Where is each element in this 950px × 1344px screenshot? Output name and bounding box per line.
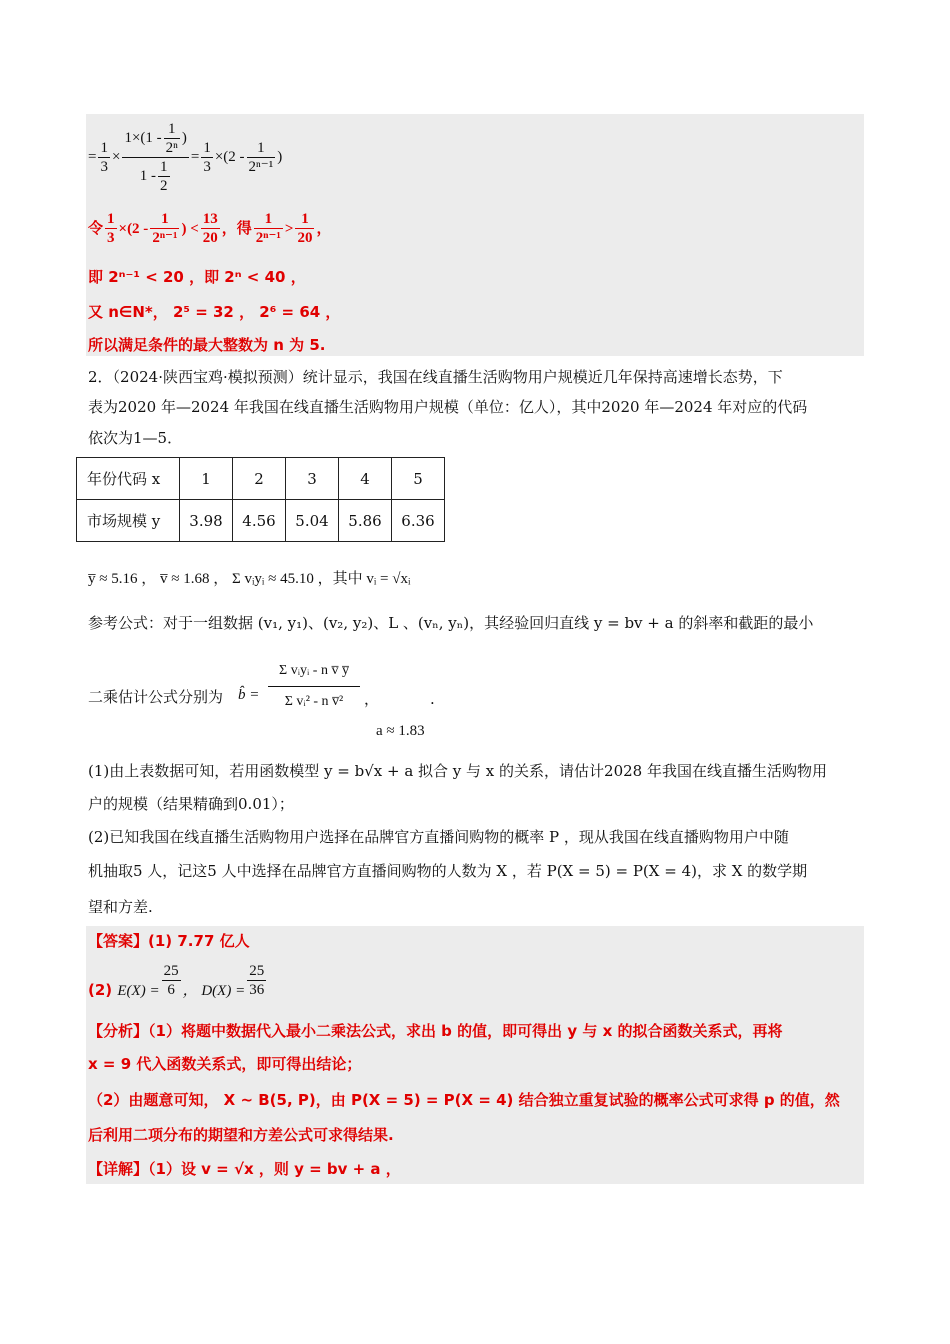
fraction-sum-geometric: 1×(1 - $\frac{1}{\text{2ⁿ}}$ ) 1 - $\frac{1}{2}$ xyxy=(124,121,187,194)
question-2-line-3: 望和方差. xyxy=(88,898,153,916)
analysis-line-4: 后利用二项分布的期望和方差公式可求得结果. xyxy=(88,1126,394,1144)
answer-part-2: (2) E(X) = $\frac{25}{6}$ ， D(X) = $\frac{25}{36}$ xyxy=(88,963,265,999)
problem-line-1: 2．（2024·陕西宝鸡·模拟预测）统计显示，我国在线直播生活购物用户规模近几年保持高速增长态势，下 xyxy=(88,368,783,386)
question-2-line-1: (2)已知我国在线直播生活购物用户选择在品牌官方直播间购物的概率 P ，现从我国在线直播购物用户中随 xyxy=(88,828,789,846)
analysis-line-3: （2）由题意可知， X ~ B(5, P)，由 P(X = 5) = P(X = 4) 结合独立重复试验的概率公式可求得 p 的值，然 xyxy=(88,1091,840,1109)
table-cell: 6.36 xyxy=(392,500,445,542)
problem-line-2: 表为2020 年—2024 年我国在线直播生活购物用户规模（单位：亿人），其中2020 年—2024 年对应的代码 xyxy=(88,398,808,416)
solution-step-4: 又 n∈N*， 2⁵ = 32 ， 2⁶ = 64 ， xyxy=(88,303,341,321)
table-header-market-size: 市场规模 y xyxy=(77,500,180,542)
table-row xyxy=(77,458,445,500)
table-cell: 5.86 xyxy=(339,500,392,542)
fraction-one-third-2: $\frac{1}{3}$ xyxy=(203,140,211,175)
fraction-power: $\frac{1}{\text{2ⁿ⁻¹}}$ xyxy=(248,140,274,175)
document-page: = $\frac{1}{3}$ × 1×(1 - $\frac{1}{\text{2ⁿ}}$ ) 1 - $\frac{1}{2}$ = $\frac{1}{3}$ ×(2 - $\frac{1}{\text{2ⁿ⁻¹}}$ ) 令 $\frac{1}{3}$ ×(2 - $\frac{1}{\text{2ⁿ⁻¹}}$ ) < $\frac{13}{20}$ ，得 $\frac{1}{\text{2ⁿ⁻¹}}$ > $\frac{1}{20}$ ， 即 2ⁿ⁻¹ < 20 ，即 2ⁿ < 40 ， 又 n∈N*， 2⁵ = 32 ， 2⁶ = 64 ， 所以满足条件的最大整数为 n 为 5. 2．（2024·陕西宝鸡·模拟预测）统计显示，我国在线直播生活购物用户规模近几年保持高速增长态势，下 表为2020 年—2024 年我国在线直播生活购物用户规模（单位：亿人），其中2020 年—2024 年对应的代码 依次为1—5． 年份代码 x 1 2 3 4 5 市场规模 y 3.98 4.56 5.04 5.86 6.36 y̅ ≈ 5.16 ， v̅ ≈ 1.68 ， Σ vᵢyᵢ ≈ 45.10 ，其中 vᵢ = √xᵢ 参考公式：对于一组数据 (v₁, y₁)、(v₂, y₂)、L 、(vₙ, yₙ)，其经验回归直线 y = bv + a 的斜率和截距的最小 二乘估计公式分别为 b̂ = Σ vᵢyᵢ - n v̅ y̅ Σ vᵢ² - n v̅² ， . a ≈ 1.83 (1)由上表数据可知，若用函数模型 y = b√x + a 拟合 y 与 x 的关系，请估计2028 年我国在线直播生活购物用 户的规模（结果精确到0.01）； (2)已知我国在线直播生活购物用户选择在品牌官方直播间购物的概率 P ，现从我国在线直播购物用户中随 机抽取5 人，记这5 人中选择在品牌官方直播间购物的人数为 X ，若 P(X = 5) = P(X = 4)，求 X 的数学期 望和方差. 【答案】(1) 7.77 亿人 (2) E(X) = $\frac{25}{6}$ ， D(X) = $\frac{25}{36}$ 【分析】（1）将题中数据代入最小二乘法公式，求出 b 的值，即可得出 y 与 x 的拟合函数关系式，再将 x = 9 代入函数关系式，即可得出结论； （2）由题意可知， X ~ B(5, P)，由 P(X = 5) = P(X = 4) 结合独立重复试验的概率公式可求得 p 的值，然 后利用二项分布的期望和方差公式可求得结果. 【详解】（1）设 v = √x ，则 y = bv + a ， xyxy=(0,0,950,1344)
solution-step-3: 即 2ⁿ⁻¹ < 20 ，即 2ⁿ < 40 ， xyxy=(88,268,306,286)
statistics-line: y̅ ≈ 5.16 ， v̅ ≈ 1.68 ， Σ vᵢyᵢ ≈ 45.10 ，其中 vᵢ = √xᵢ xyxy=(88,571,411,587)
solution-conclusion: 所以满足条件的最大整数为 n 为 5. xyxy=(88,336,326,354)
data-table xyxy=(76,457,445,542)
solution-inequality-line: 令 $\frac{1}{3}$ ×(2 - $\frac{1}{\text{2ⁿ⁻¹}}$ ) < $\frac{13}{20}$ ，得 $\frac{1}{\text{2ⁿ⁻¹}}$ > $\frac{1}{20}$ ， xyxy=(88,211,332,246)
answer-part-1: 【答案】(1) 7.77 亿人 xyxy=(88,932,250,950)
table-cell: 1 xyxy=(180,458,233,500)
table-cell: 5.04 xyxy=(286,500,339,542)
table-cell: 5 xyxy=(392,458,445,500)
slope-formula-fraction: Σ vᵢyᵢ - n v̅ y̅ Σ vᵢ² - n v̅² xyxy=(268,656,360,717)
analysis-line-1: 【分析】（1）将题中数据代入最小二乘法公式，求出 b 的值，即可得出 y 与 x 的拟合函数关系式，再将 xyxy=(88,1022,783,1040)
question-2-line-2: 机抽取5 人，记这5 人中选择在品牌官方直播间购物的人数为 X ，若 P(X = 5) = P(X = 4)，求 X 的数学期 xyxy=(88,862,808,880)
table-cell: 4.56 xyxy=(233,500,286,542)
table-cell: 4 xyxy=(339,458,392,500)
fraction-one-third: $\frac{1}{3}$ xyxy=(100,140,108,175)
detail-line-1: 【详解】（1）设 v = √x ，则 y = bv + a ， xyxy=(88,1160,401,1178)
table-header-year-code: 年份代码 x xyxy=(77,458,180,500)
table-cell: 2 xyxy=(233,458,286,500)
analysis-line-2: x = 9 代入函数关系式，即可得出结论； xyxy=(88,1055,362,1073)
question-1-line-1: (1)由上表数据可知，若用函数模型 y = b√x + a 拟合 y 与 x 的关系，请估计2028 年我国在线直播生活购物用 xyxy=(88,762,827,780)
question-1-line-2: 户的规模（结果精确到0.01）； xyxy=(88,795,294,813)
reference-formula-line: 参考公式：对于一组数据 (v₁, y₁)、(v₂, y₂)、L 、(vₙ, yₙ)，其经验回归直线 y = bv + a 的斜率和截距的最小 xyxy=(88,614,814,632)
solution-equation-line: = $\frac{1}{3}$ × 1×(1 - $\frac{1}{\text{2ⁿ}}$ ) 1 - $\frac{1}{2}$ = $\frac{1}{3}$ ×(2 - $\frac{1}{\text{2ⁿ⁻¹}}$ ) xyxy=(88,121,283,194)
table-row xyxy=(77,500,445,542)
table-cell: 3 xyxy=(286,458,339,500)
table-cell: 3.98 xyxy=(180,500,233,542)
problem-line-3: 依次为1—5． xyxy=(88,429,183,447)
